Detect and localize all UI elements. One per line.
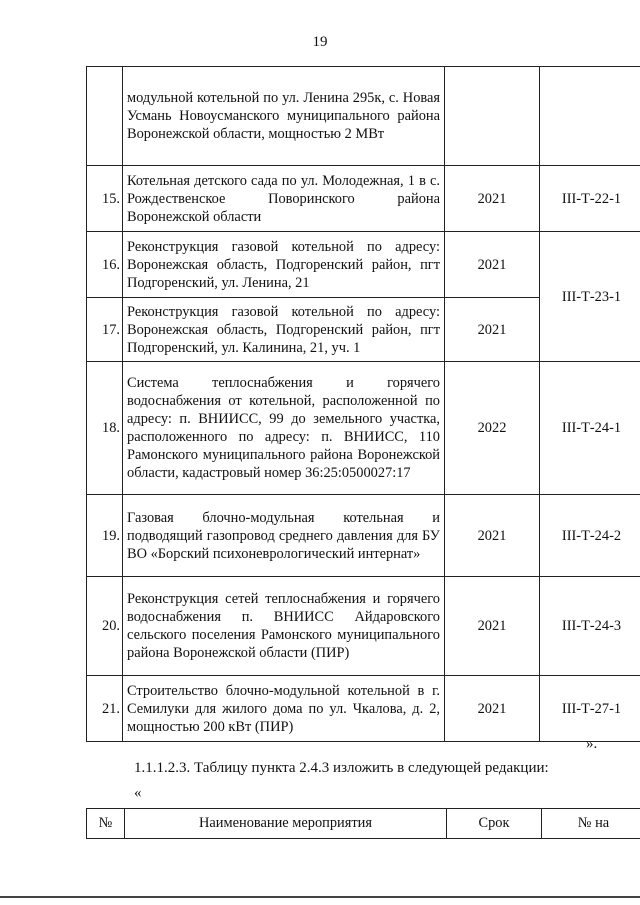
row-code: III-Т-24-3 — [540, 577, 640, 676]
row-name: Система теплоснабжения и горячего водоснабжения от котельной, расположенной по адресу: п. ВНИИСС, 99 до земельного участка, расположенного по адресу: п. ВНИИСС, 110 Рамонского муниципального района Воронежской области, кадастровый номер 36:25:0500027:17 — [123, 362, 445, 495]
row-name: Реконструкция газовой котельной по адресу: Воронежская область, Подгоренский район, пгт Подгоренский, ул. Ленина, 21 — [123, 232, 445, 298]
table-row — [87, 362, 640, 495]
scan-edge-line — [0, 896, 640, 898]
row-number — [87, 67, 123, 166]
row-name: Газовая блочно-модульная котельная и подводящий газопровод среднего давления для БУ ВО «Борский психоневрологический интернат» — [123, 495, 445, 577]
amendment-paragraph: 1.1.1.2.3. Таблицу пункта 2.4.3 изложить в следующей редакции: — [134, 760, 549, 776]
row-number: 19. — [87, 495, 123, 577]
row-code: III-Т-23-1 — [540, 232, 640, 362]
row-name: модульной котельной по ул. Ленина 295к, с. Новая Усмань Новоусманского муниципального района Воронежской области, мощностью 2 МВт — [123, 67, 445, 166]
page-number: 19 — [312, 34, 328, 50]
open-quote: « — [134, 785, 142, 801]
table-row — [87, 166, 640, 232]
row-name: Строительство блочно-модульной котельной в г. Семилуки для жилого дома по ул. Чкалова, д. 2, мощностью 200 кВт (ПИР) — [123, 676, 445, 742]
row-year — [445, 67, 540, 166]
header-year: Срок — [447, 809, 542, 839]
row-year: 2021 — [445, 577, 540, 676]
row-code: III-Т-24-2 — [540, 495, 640, 577]
row-number: 20. — [87, 577, 123, 676]
table-row — [87, 67, 640, 166]
row-name: Реконструкция сетей теплоснабжения и горячего водоснабжения п. ВНИИСС Айдаровского сельского поселения Рамонского муниципального района Воронежской области (ПИР) — [123, 577, 445, 676]
row-year: 2021 — [445, 495, 540, 577]
row-code — [540, 67, 640, 166]
row-number: 15. — [87, 166, 123, 232]
row-year: 2021 — [445, 232, 540, 298]
row-code: III-Т-22-1 — [540, 166, 640, 232]
second-table — [86, 808, 640, 839]
row-code: III-Т-27-1 — [540, 676, 640, 742]
closing-quote: ». — [586, 736, 598, 752]
row-year: 2022 — [445, 362, 540, 495]
row-number: 18. — [87, 362, 123, 495]
measures-table — [86, 66, 640, 742]
table-row — [87, 577, 640, 676]
table-row — [87, 495, 640, 577]
table-row — [87, 232, 640, 298]
row-number: 21. — [87, 676, 123, 742]
table-header-row — [87, 809, 640, 839]
header-name: Наименование мероприятия — [125, 809, 447, 839]
header-num: № — [87, 809, 125, 839]
row-number: 16. — [87, 232, 123, 298]
row-number: 17. — [87, 298, 123, 362]
row-year: 2021 — [445, 676, 540, 742]
row-name: Котельная детского сада по ул. Молодежная, 1 в с. Рождественское Поворинского района Воронежской области — [123, 166, 445, 232]
header-code: № на — [542, 809, 640, 839]
row-name: Реконструкция газовой котельной по адресу: Воронежская область, Подгоренский район, пгт Подгоренский, ул. Калинина, 21, уч. 1 — [123, 298, 445, 362]
row-code: III-Т-24-1 — [540, 362, 640, 495]
row-year: 2021 — [445, 298, 540, 362]
table-row — [87, 676, 640, 742]
row-year: 2021 — [445, 166, 540, 232]
